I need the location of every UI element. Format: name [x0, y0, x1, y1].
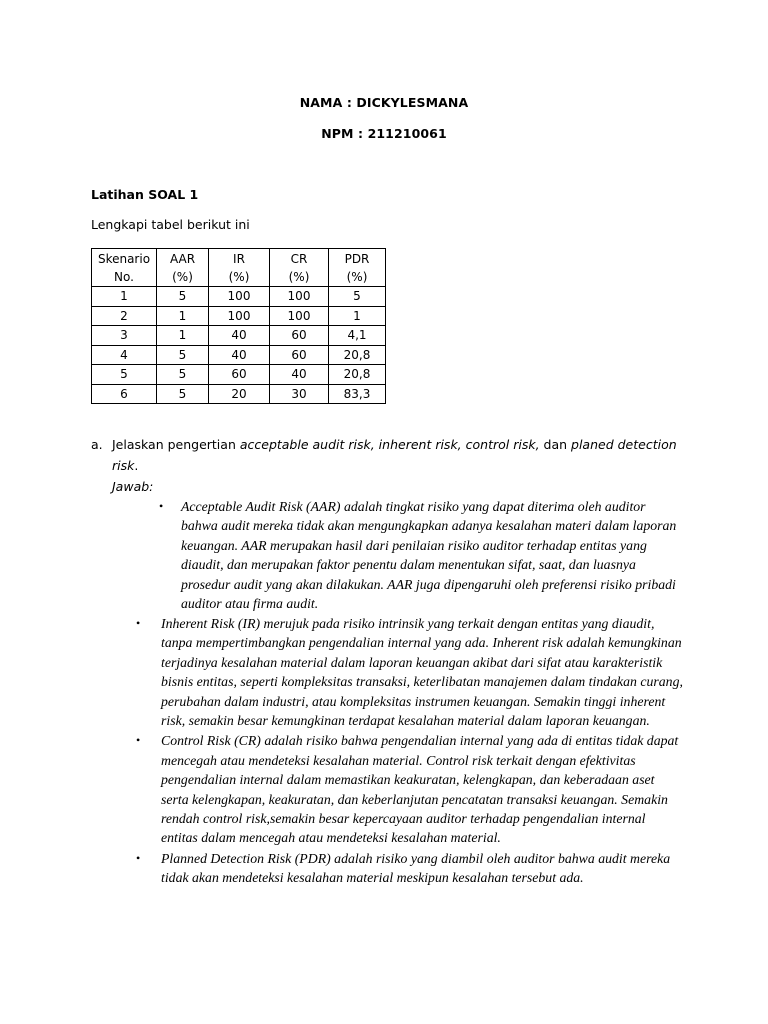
header-cell-ir: IR (%)	[209, 249, 270, 287]
table-cell: 60	[209, 365, 270, 385]
list-item-aar	[159, 497, 681, 613]
header-cell-cr: CR (%)	[270, 249, 329, 287]
bullet-icon: •	[136, 733, 141, 748]
question-label: a.	[91, 437, 103, 452]
table-cell: 100	[270, 306, 329, 326]
table-row	[92, 365, 386, 385]
answer-text-ir: Inherent Risk (IR) merujuk pada risiko intrinsik yang terkait dengan entitas yang diaudit, tanpa mempertimbangkan pengendalian internal yang ada. Inherent risk adalah kemungkinan terjadinya kesalahan material dalam laporan keuangan akibat dari sifat atau karakteristik bisnis entitas, seperti kompleksitas transaksi, keterlibatan manajemen dalam tindakan curang, perubahan dalam industri, atau kompleksitas instrumen keuangan. Semakin tinggi inherent risk, semakin besar kemungkinan terdapat kesalahan material dalam laporan keuangan.	[161, 616, 683, 729]
header-cell-scenario: Skenario No.	[92, 249, 157, 287]
student-name: NAMA : DICKYLESMANA	[299, 95, 469, 110]
table-cell: 4	[92, 345, 157, 365]
answer-list	[136, 614, 685, 889]
list-item-ir	[136, 614, 685, 730]
table-row	[92, 287, 386, 307]
table-cell: 20,8	[329, 365, 386, 385]
table-row	[92, 306, 386, 326]
table-cell: 60	[270, 326, 329, 346]
table-cell: 5	[157, 345, 209, 365]
table-cell: 40	[270, 365, 329, 385]
table-cell: 20,8	[329, 345, 386, 365]
table-cell: 100	[270, 287, 329, 307]
table-cell: 1	[92, 287, 157, 307]
table-cell: 5	[329, 287, 386, 307]
table-cell: 40	[209, 345, 270, 365]
exercise-title: Latihan SOAL 1	[91, 187, 199, 202]
table-cell: 60	[270, 345, 329, 365]
table-cell: 100	[209, 287, 270, 307]
answer-text-cr: Control Risk (CR) adalah risiko bahwa pengendalian internal yang ada di entitas tidak dapat mencegah atau mendeteksi kesalahan material. Control risk terkait dengan efektivitas pengendalian internal dalam memastikan keakuratan, kelengkapan, dan keberadaan aset serta kelengkapan, keakuratan, dan keberlanjutan pencatatan transaksi keuangan. Semakin rendah control risk,semakin besar kepercayaan auditor terhadap pengendalian internal entitas dalam mencegah atau mendeteksi kesalahan material.	[161, 733, 679, 846]
table-cell: 83,3	[329, 384, 386, 404]
answer-text-aar: Acceptable Audit Risk (AAR) adalah tingkat risiko yang dapat diterima oleh auditor bahwa audit mereka tidak akan mengungkapkan adanya kesalahan materi dalam laporan keuangan. AAR merupakan hasil dari penilaian risiko auditor terhadap entitas yang diaudit, dan merupakan faktor penentu dalam menentukan sifat, saat, dan luasnya prosedur audit yang akan dilakukan. AAR juga dipengaruhi oleh preferensi risiko pribadi auditor atau firma audit.	[181, 499, 677, 612]
table-cell: 1	[157, 306, 209, 326]
table-cell: 5	[157, 384, 209, 404]
table-row	[92, 326, 386, 346]
table-cell: 5	[92, 365, 157, 385]
table-row	[92, 345, 386, 365]
table-cell: 5	[157, 365, 209, 385]
table-cell: 6	[92, 384, 157, 404]
table-cell: 40	[209, 326, 270, 346]
table-cell: 1	[329, 306, 386, 326]
risk-table	[91, 248, 386, 404]
table-cell: 20	[209, 384, 270, 404]
table-cell: 4,1	[329, 326, 386, 346]
bullet-icon: •	[159, 499, 164, 513]
table-cell: 1	[157, 326, 209, 346]
question-a	[91, 434, 681, 497]
answer-label: Jawab:	[112, 479, 154, 494]
table-cell: 30	[270, 384, 329, 404]
table-cell: 2	[92, 306, 157, 326]
table-cell: 3	[92, 326, 157, 346]
header-cell-aar: AAR (%)	[157, 249, 209, 287]
list-item-cr	[136, 731, 685, 847]
table-cell: 100	[209, 306, 270, 326]
header-cell-pdr: PDR (%)	[329, 249, 386, 287]
table-header-row	[92, 249, 386, 287]
answer-text-pdr: Planned Detection Risk (PDR) adalah risiko yang diambil oleh auditor bahwa audit mereka tidak akan mendeteksi kesalahan material meskipun kesalahan tersebut ada.	[161, 850, 671, 886]
bullet-icon: •	[136, 616, 141, 630]
bullet-icon: •	[136, 850, 141, 865]
table-cell: 5	[157, 287, 209, 307]
list-item-pdr	[136, 849, 685, 888]
answer-list-aar	[159, 497, 681, 613]
question-text: Jelaskan pengertian acceptable audit risk, inherent risk, control risk, dan planed detection risk.	[112, 437, 677, 473]
table-row	[92, 384, 386, 404]
student-npm: NPM : 211210061	[321, 126, 447, 141]
exercise-instruction: Lengkapi tabel berikut ini	[91, 217, 250, 232]
